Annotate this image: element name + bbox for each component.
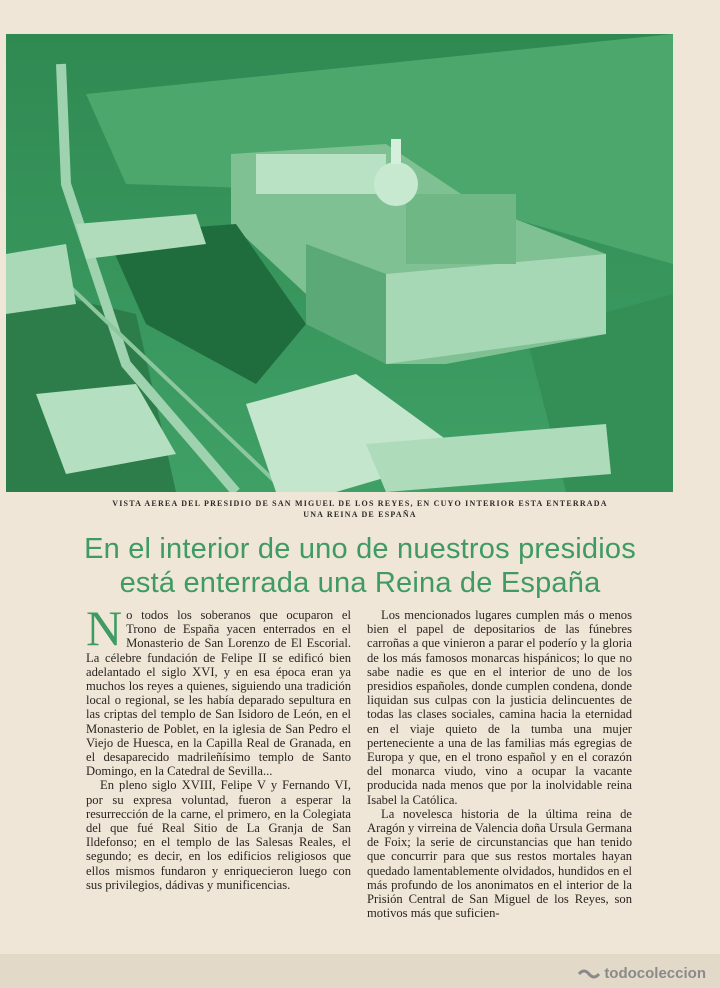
- aerial-photo-illustration: [6, 34, 673, 492]
- paragraph: La novelesca historia de la última reina de Aragón y virreina de Valencia doña Ursula Germana de Foix; la serie de circunstancias que han tenido que concurrir para que sus restos mortales hayan quedado lamentablemente olvidados, hundidos en el más profundo de los anonimatos en el interior de la Prisión Central de San Miguel de los Reyes, son motivos más que suficien-: [367, 806, 632, 921]
- paragraph-text: o todos los soberanos que ocuparon el Trono de España yacen enterrados en el Monasterio de San Lorenzo de El Escorial. La célebre fundación de Felipe II se edificó bien adelantado el siglo XVI, y en esa época eran ya muchos los reyes a quienes, siguiendo una tradición local o regional, se les había deparado sepultura en las criptas del templo de San Isidoro de León, en el Monasterio de Poblet, en la iglesia de San Pedro el Viejo de Huesca, en la Capilla Real de Granada, en el desaparecido madrileñísimo templo de Santo Domingo, en la Catedral de Sevilla...: [86, 608, 351, 779]
- drop-cap: N: [86, 600, 123, 656]
- caption-line-2: UNA REINA DE ESPAÑA: [303, 510, 417, 519]
- article-body: [86, 600, 632, 938]
- aerial-photo: [6, 34, 673, 492]
- article-column-2: [367, 608, 632, 938]
- todocoleccion-logo-icon: [578, 967, 600, 981]
- caption-line-1: VISTA AEREA DEL PRESIDIO DE SAN MIGUEL DE LOS REYES, EN CUYO INTERIOR ESTA ENTERRADA: [112, 499, 608, 508]
- article-column-1: [86, 600, 351, 938]
- headline-line-1: En el interior de uno de nuestros presidios: [84, 533, 636, 565]
- paragraph: [86, 600, 351, 779]
- article-headline: [30, 532, 690, 600]
- watermark-text: todocoleccion: [604, 965, 706, 982]
- paragraph: Los mencionados lugares cumplen más o menos bien el papel de depositarios de las fúnebres carroñas a que vinieron a parar el poderío y la gloria de los más famosos monarcas hispánicos; lo que no sabe nadie es que en el interior de uno de los presidios españoles, donde cumplen condena, donde liquidan sus culpas con la justicia delincuentes de todas las clases sociales, camina hacia la eternidad en el viaje quieto de la tumba una mujer perteneciente a una de las familias más egregias de Europa y que, en el trono español y en el corazón del monarca viudo, vino a ocupar la vacante producida nada menos que por la inolvidable reina Isabel la Católica.: [367, 608, 632, 807]
- paragraph: En pleno siglo XVIII, Felipe V y Fernando VI, por su expresa voluntad, fueron a esperar la resurrección de la carne, el primero, en la Colegiata del que fué Real Sitio de La Granja de San Ildefonso; en el templo de las Salesas Reales, el segundo; es decir, en los edificios religiosos que ellos mismos fundaron y enriquecieron luego con sus privilegios, dádivas y munificencias.: [86, 778, 351, 892]
- watermark: [578, 965, 706, 982]
- photo-caption: [60, 498, 660, 520]
- headline-line-2: está enterrada una Reina de España: [119, 567, 601, 599]
